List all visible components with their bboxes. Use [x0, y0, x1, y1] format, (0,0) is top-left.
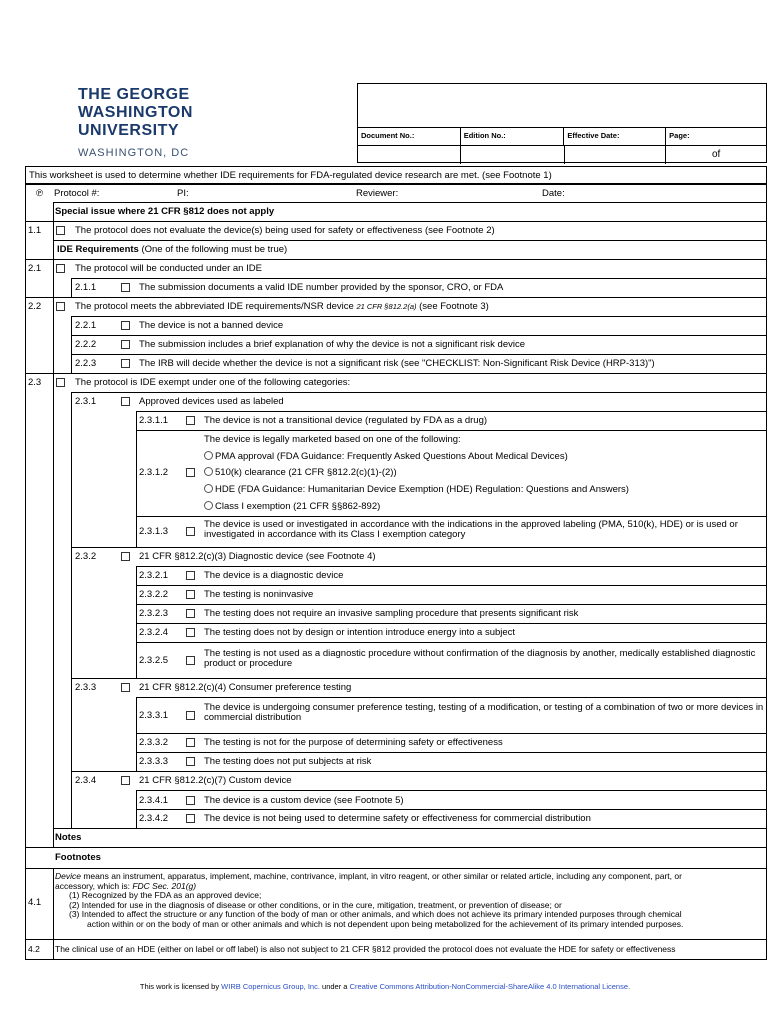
- column-divider: [71, 278, 72, 297]
- item-text: The submission includes a brief explanation of why the device is not a significant risk device: [139, 339, 526, 350]
- legal-basis-option[interactable]: Class I exemption (21 CFR §§862-892): [204, 501, 380, 512]
- item-number: 2.3.1: [75, 396, 97, 407]
- radio-icon[interactable]: [204, 501, 213, 510]
- footnote-number: 4.2: [28, 944, 40, 954]
- date-label: Date:: [542, 188, 565, 199]
- item-text: The protocol does not evaluate the device(s) being used for safety or effectiveness (see Footnote 2): [75, 225, 495, 236]
- checkbox[interactable]: [186, 571, 195, 580]
- checkbox[interactable]: [186, 738, 195, 747]
- checkbox[interactable]: [186, 416, 195, 425]
- radio-icon[interactable]: [204, 467, 213, 476]
- special-issue-heading: Special issue where 21 CFR §812 does not apply: [55, 206, 275, 217]
- item-number: 2.3.3.3: [139, 756, 169, 767]
- wcg-link[interactable]: WIRB Copernicus Group, Inc.: [221, 982, 320, 991]
- column-divider: [136, 566, 137, 678]
- footnote-device-definition: Device means an instrument, apparatus, implement, machine, contrivance, implant, in vitro reagent, or other similar or related article, including any component, part, or accessory, which is: FDC Sec. 201(g) (1) Recognized by the FDA as an approved device; (2) Intended for use in the diagnosis of disease or other conditions, or in the cure, mitigation, treatment, or prevention of disease; or (3) Intended to affect the structure or any function of the body of man or other animals, and which does not achieve its primary intended purposes through chemical action within or on the body of man or other animals and which is not dependent upon being metabolized for the achievement of its primary intended purposes.: [55, 871, 684, 929]
- item-number: 2.3.3: [75, 682, 97, 693]
- item-text: The protocol meets the abbreviated IDE requirements/NSR device 21 CFR §812.2(a) (see Footnote 3): [75, 301, 489, 312]
- checklist-table: [25, 183, 767, 960]
- item-text: The submission documents a valid IDE number provided by the sponsor, CRO, or FDA: [139, 282, 504, 293]
- item-number: 1.1: [28, 225, 42, 236]
- checkbox[interactable]: [186, 757, 195, 766]
- university-logo: [78, 86, 198, 159]
- item-text: The testing does not require an invasive sampling procedure that presents significant risk: [204, 608, 579, 619]
- item-number: 2.3.4.1: [139, 795, 169, 806]
- item-text: The testing is noninvasive: [204, 589, 314, 600]
- radio-icon[interactable]: [204, 484, 213, 493]
- item-text: The device is not a transitional device (regulated by FDA as a drug): [204, 415, 488, 426]
- checkbox[interactable]: [56, 378, 65, 387]
- checkbox[interactable]: [121, 397, 130, 406]
- item-text: The testing does not put subjects at risk: [204, 756, 372, 767]
- footnote-number: 4.1: [28, 897, 42, 908]
- document-no-value[interactable]: [358, 146, 461, 164]
- legal-basis-option[interactable]: PMA approval (FDA Guidance: Frequently Asked Questions About Medical Devices): [204, 451, 568, 462]
- footnotes-heading: Footnotes: [55, 852, 101, 863]
- item-text: The device is not a banned device: [139, 320, 284, 331]
- item-number: 2.3.1.2: [139, 467, 169, 478]
- item-number: 2.3.2.1: [139, 570, 169, 581]
- column-divider: [136, 790, 137, 828]
- checkbox[interactable]: [56, 302, 65, 311]
- item-number: 2.3.2.3: [139, 608, 169, 619]
- license-footer: This work is licensed by WIRB Copernicus Group, Inc. under a Creative Commons Attribution-NonCommercial-ShareAlike 4.0 International License.: [139, 982, 631, 991]
- checkbox[interactable]: [186, 628, 195, 637]
- logo-line-3: UNIVERSITY: [78, 122, 180, 139]
- column-divider: [136, 697, 137, 771]
- item-text: The testing is not for the purpose of determining safety or effectiveness: [204, 737, 503, 748]
- document-no-label: Document No.:: [358, 128, 461, 145]
- item-text: 21 CFR §812.2(c)(4) Consumer preference testing: [139, 682, 352, 693]
- reviewer-label: Reviewer:: [356, 188, 399, 199]
- item-text: The device is a custom device (see Footnote 5): [204, 795, 404, 806]
- item-number: 2.3: [28, 377, 42, 388]
- column-divider: [136, 411, 137, 547]
- pi-label: PI:: [177, 188, 189, 199]
- effective-date-value[interactable]: [565, 146, 667, 164]
- checkbox[interactable]: [186, 527, 195, 536]
- item-number: 2.2.1: [75, 320, 97, 331]
- column-divider: [53, 868, 54, 959]
- item-number: 2.3.2: [75, 551, 97, 562]
- checkbox[interactable]: [121, 683, 130, 692]
- item-text: The IRB will decide whether the device is not a significant risk (see "CHECKLIST: Non-Significant Risk Device (HRP-313)"): [139, 358, 655, 369]
- checkbox[interactable]: [186, 656, 195, 665]
- edition-no-value[interactable]: [461, 146, 565, 164]
- checkbox[interactable]: [121, 283, 130, 292]
- effective-date-label: Effective Date:: [564, 128, 666, 145]
- item-text: 21 CFR §812.2(c)(7) Custom device: [139, 775, 292, 786]
- license-link[interactable]: Creative Commons Attribution-NonCommercial-ShareAlike 4.0 International License.: [349, 982, 631, 991]
- checkbox[interactable]: [186, 796, 195, 805]
- item-number: 2.3.4: [75, 775, 97, 786]
- header-title-area: [358, 84, 766, 128]
- item-text: The testing is not used as a diagnostic procedure without confirmation of the diagnosis by another, medically established diagnostic product or procedure: [204, 648, 756, 669]
- document-header-box: [357, 83, 767, 163]
- checkbox[interactable]: [121, 552, 130, 561]
- item-number: 2.3.1.3: [139, 526, 169, 537]
- ide-requirements-heading: IDE Requirements (One of the following must be true): [57, 244, 288, 255]
- item-number: 2.3.3.1: [139, 710, 169, 721]
- protocol-label: Protocol #:: [54, 188, 100, 199]
- checkbox[interactable]: [186, 711, 195, 720]
- item-number: 2.3.2.4: [139, 627, 169, 638]
- column-divider: [53, 202, 54, 847]
- item-text: The device is not being used to determine safety or effectiveness for commercial distribution: [204, 813, 591, 824]
- checkbox[interactable]: [121, 359, 130, 368]
- item-number: 2.3.2.2: [139, 589, 169, 600]
- checkbox[interactable]: [186, 468, 195, 477]
- checkbox[interactable]: [56, 226, 65, 235]
- item-text: The device is a diagnostic device: [204, 570, 344, 581]
- notes-heading: Notes: [55, 832, 82, 843]
- column-divider: [71, 316, 72, 373]
- item-number: 2.3.3.2: [139, 737, 169, 748]
- item-number: 2.3.4.2: [139, 813, 169, 824]
- column-divider: [71, 392, 72, 828]
- item-number: 2.3.2.5: [139, 655, 169, 666]
- item-text: The testing does not by design or intention introduce energy into a subject: [204, 627, 516, 638]
- item-number: 2.2: [28, 301, 42, 312]
- item-text: 21 CFR §812.2(c)(3) Diagnostic device (see Footnote 4): [139, 551, 376, 562]
- logo-line-1: THE GEORGE: [78, 86, 190, 103]
- logo-line-2: WASHINGTON: [78, 104, 193, 121]
- footnote-hde: The clinical use of an HDE (either on label or off label) is also not subject to 21 CFR §812 provided the protocol does not evaluate the HDE for safety or effectiveness: [55, 944, 676, 954]
- item-number: 2.3.1.1: [139, 415, 169, 426]
- worksheet-intro: This worksheet is used to determine whether IDE requirements for FDA-regulated device research are met. (see Footnote 1): [25, 166, 767, 183]
- checkbox[interactable]: [121, 340, 130, 349]
- edition-no-label: Edition No.:: [461, 128, 565, 145]
- logo-location: WASHINGTON, DC: [78, 147, 190, 159]
- checkbox[interactable]: [121, 321, 130, 330]
- protected-symbol: ℗: [36, 188, 43, 199]
- checkbox[interactable]: [186, 590, 195, 599]
- item-number: 2.1: [28, 263, 42, 274]
- item-text: The device is legally marketed based on one of the following:: [204, 434, 461, 445]
- legal-basis-option[interactable]: 510(k) clearance (21 CFR §812.2(c)(1)-(2)): [204, 467, 397, 478]
- item-number: 2.2.2: [75, 339, 97, 350]
- item-text: The protocol is IDE exempt under one of the following categories:: [75, 377, 351, 388]
- page-of: of: [711, 149, 721, 160]
- item-number: 2.1.1: [75, 282, 97, 293]
- checkbox[interactable]: [121, 776, 130, 785]
- checkbox[interactable]: [56, 264, 65, 273]
- item-text: The protocol will be conducted under an IDE: [75, 263, 262, 274]
- item-text: The device is undergoing consumer preference testing, testing of a modification, or testing of a combination of two or more devices in commercial distribution: [204, 702, 764, 723]
- checkbox[interactable]: [186, 609, 195, 618]
- item-number: 2.2.3: [75, 358, 97, 369]
- page-label: Page:: [669, 131, 690, 140]
- legal-basis-option[interactable]: HDE (FDA Guidance: Humanitarian Device Exemption (HDE) Regulation: Questions and Answers): [204, 484, 629, 495]
- checkbox[interactable]: [186, 814, 195, 823]
- radio-icon[interactable]: [204, 451, 213, 460]
- item-text: The device is used or investigated in accordance with the indications in the approved labeling (PMA, 510(k), HDE) or is used or investigated in accordance with its Class I exemption category: [204, 519, 738, 540]
- item-text: Approved devices used as labeled: [139, 396, 284, 407]
